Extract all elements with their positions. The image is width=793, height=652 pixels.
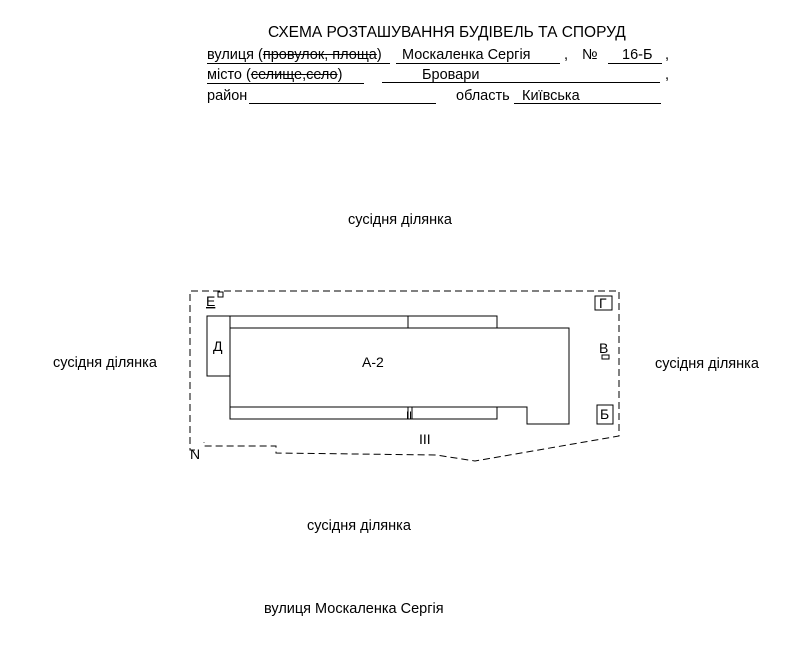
number-comma: ,: [665, 47, 670, 63]
region-label: область: [456, 88, 510, 104]
street-label: вулиця (провулок, площа): [207, 47, 382, 63]
top-strip: [230, 316, 497, 328]
city-comma: ,: [665, 67, 670, 83]
label-main-building: А-2: [362, 354, 384, 370]
number-value: 16-Б: [622, 47, 653, 63]
street-value: Москаленка Сергія: [402, 47, 531, 63]
label-e: Е: [206, 293, 216, 309]
main-building: [230, 328, 569, 424]
building-e-marker: [218, 292, 223, 297]
neighbor-left-label: сусідня ділянка: [53, 355, 157, 371]
city-strike: селище,село: [250, 67, 338, 83]
city-label: місто (селище,село): [207, 67, 343, 83]
page-title: СХЕМА РОЗТАШУВАННЯ БУДІВЕЛЬ ТА СПОРУД: [268, 24, 626, 41]
label-d: Д: [213, 338, 223, 354]
label-b: Б: [600, 406, 610, 422]
label-g: Г: [599, 295, 607, 311]
number-label: №: [582, 47, 598, 63]
street-comma: ,: [564, 47, 569, 63]
street-bottom-label: вулиця Москаленка Сергія: [264, 601, 444, 617]
label-iii: ІІІ: [419, 431, 431, 447]
neighbor-top-label: сусідня ділянка: [348, 212, 452, 228]
city-value: Бровари: [422, 67, 480, 83]
label-v: В: [599, 340, 609, 356]
label-ii: ІІ: [406, 410, 413, 422]
neighbor-bottom-label: сусідня ділянка: [307, 518, 411, 534]
label-north: N: [190, 446, 201, 462]
bottom-strip: [230, 407, 497, 419]
district-label: район: [207, 88, 248, 104]
region-value: Київська: [522, 88, 580, 104]
neighbor-right-label: сусідня ділянка: [655, 356, 759, 372]
street-strike: провулок, площа: [262, 47, 377, 63]
